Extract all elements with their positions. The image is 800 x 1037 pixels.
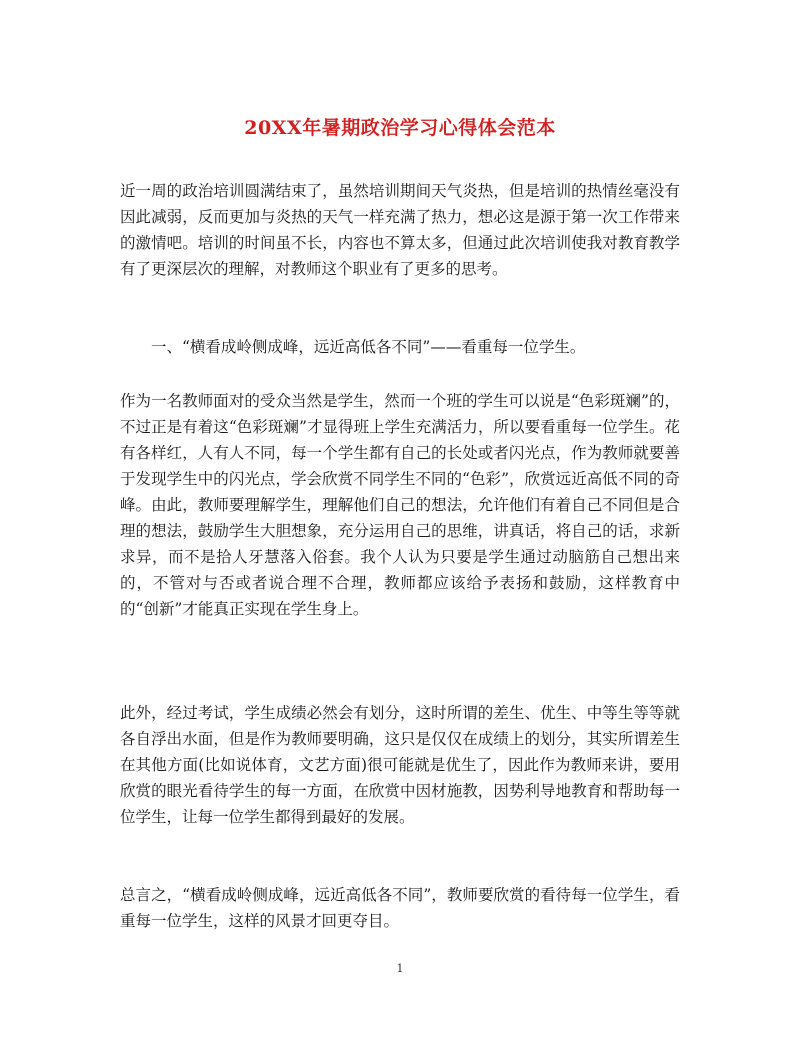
section-heading-1: 一、“横看成岭侧成峰，远近高低各不同”——看重每一位学生。 xyxy=(151,338,586,356)
document-title: 20XX年暑期政治学习心得体会范本 xyxy=(244,117,556,139)
page-number: 1 xyxy=(396,962,404,975)
paragraph-intro: 近一周的政治培训圆满结束了，虽然培训期间天气炎热，但是培训的热情丝毫没有因此减弱，反而更加与炎热的天气一样充满了热力，想必这是源于第一次工作带来的激情吧。培训的时间虽不长，内容也不算太多，但通过此次培训使我对教育教学有了更深层次的理解，对教师这个职业有了更多的思考。 xyxy=(120,182,680,278)
paragraph-grades: 此外，经过考试，学生成绩必然会有划分，这时所谓的差生、优生、中等生等等就各自浮出水面，但是作为教师要明确，这只是仅仅在成绩上的划分，其实所谓差生在其他方面(比如说体育，文艺方面)很可能就是优生了，因此作为教师来讲，要用欣赏的眼光看待学生的每一方面，在欣赏中因材施教，因势利导地教育和帮助每一位学生，让每一位学生都得到最好的发展。 xyxy=(120,704,680,826)
paragraph-conclusion: 总言之，“横看成岭侧成峰，远近高低各不同”，教师要欣赏的看待每一位学生，看重每一位学生，这样的风景才回更夺目。 xyxy=(120,886,680,930)
paragraph-appreciation: 作为一名教师面对的受众当然是学生，然而一个班的学生可以说是“色彩斑斓”的，不过正是有着这“色彩斑斓”才显得班上学生充满活力，所以要看重每一位学生。花有各样红，人有人不同，每一个学生都有自己的长处或者闪光点，作为教师就要善于发现学生中的闪光点，学会欣赏不同学生不同的“色彩”，欣赏远近高低不同的奇峰。由此，教师要理解学生，理解他们自己的想法，允许他们有着自己不同但是合理的想法，鼓励学生大胆想象，充分运用自己的思维，讲真话，将自己的话，求新求异，而不是拾人牙慧落入俗套。我个人认为只要是学生通过动脑筋自己想出来的，不管对与否或者说合理不合理，教师都应该给予表扬和鼓励，这样教育中的“创新”才能真正实现在学生身上。 xyxy=(120,392,680,618)
